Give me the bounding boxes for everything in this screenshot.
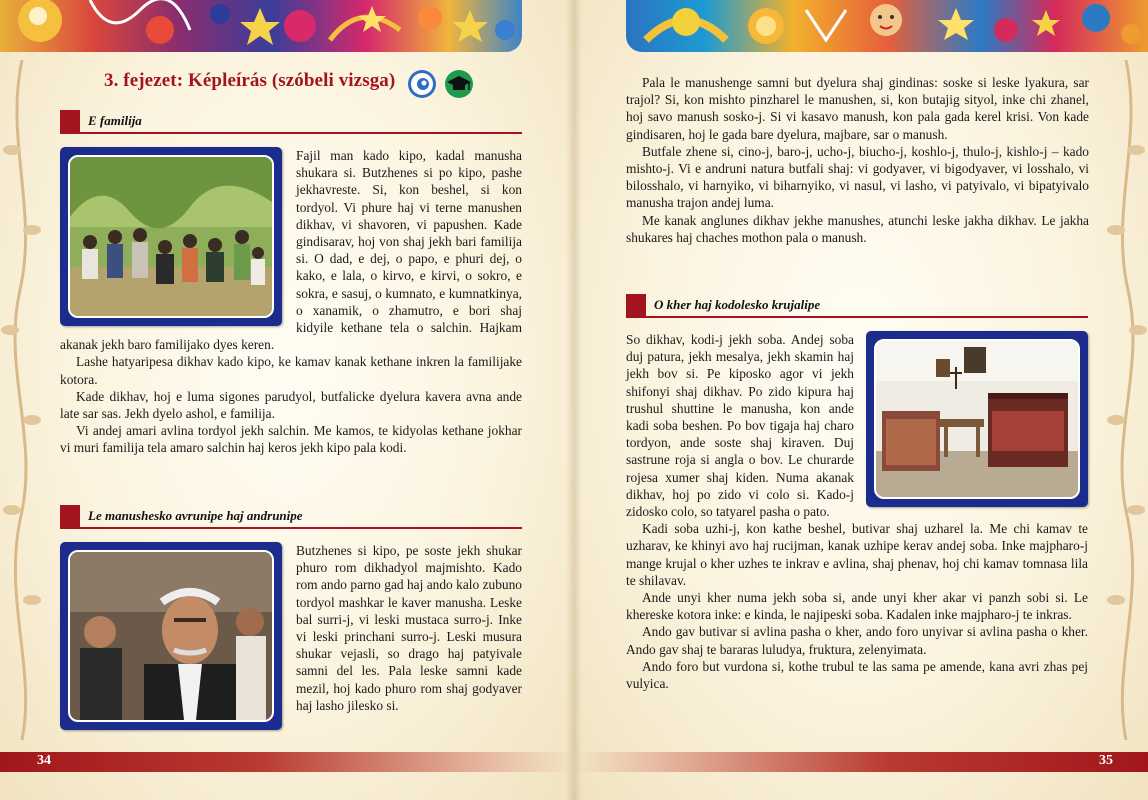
page-footer-bar (0, 752, 574, 772)
paragraph: Kadi soba uzhi-j, kon kathe beshel, butivar shaj uzharel la. Me chi kamav te uzharav, ke khinyi avo haj rucijman, kanak uzhipe kerav andej soba. Inke majpharo-j mange krujal o kher uzhes te inkrav e avlina, shaj phenav, hoj chi kamav tomnasa lila te shilavav. (626, 521, 1088, 588)
page-number: 34 (37, 753, 51, 768)
paragraph: Pala le manushenge samni but dyelura shaj gindinas: soske si leske lyakura, sar trajol? Si, kon mishto pinzharel le manushen, si, kon butajig sityol, inke chi zhanel, hoj savo manush sosko-j. Si vi kasavo manush, kon pala gada kerel krisi. Von kade gindisaren, hoj le gada bare dyelura, majbare, sar o manush. (626, 75, 1089, 142)
section-text-manushesko (60, 542, 522, 732)
decorative-vine (0, 60, 46, 740)
paragraph: Butzhenes si kipo, pe soste jekh shukar phuro rom dikhadyol majmishto. Kado rom ando parno gad haj ando kalo zubuno tordyol mashkar le kaver manusha. Leske bal surri-j, vi leski mustaca surro-j. Inke vi leski princhani surro-j. Leski musura shukar vejasli, so drago haj patyivale samni del les. Pala leske samni kade mezil, hoj kado phuro rom shaj godyaver haj lasho jilesko si. (296, 543, 522, 713)
paragraph: Kade dikhav, hoj e luma sigones parudyol, butfalicke dyelura kavera avna ande late sar sas. Jekh dyelo ashol, e familija. (60, 388, 522, 422)
eye-icon (408, 70, 436, 98)
chapter-title: 3. fejezet: Képleírás (szóbeli vizsga) (104, 70, 396, 91)
section-text-kher (626, 331, 1088, 692)
section-heading-label: Le manushesko avrunipe haj andrunipe (88, 508, 303, 523)
room-photo (866, 331, 1088, 507)
section-heading-kher (626, 294, 1088, 318)
page-number: 35 (1099, 753, 1113, 768)
paragraph: Ando foro but vurdona si, kothe trubul te las sama pe amende, kana avri zhas pej vulyica. (626, 658, 1088, 692)
section-heading-familija (60, 110, 522, 134)
family-photo (60, 147, 282, 326)
section-text-familija (60, 147, 522, 457)
right-page (574, 0, 1148, 800)
paragraph: Me kanak anglunes dikhav jekhe manushes, atunchi leske jakha dikhav. Le jakha shukares haj chaches mothon pala o manush. (626, 212, 1089, 245)
decorative-banner (0, 0, 522, 52)
chapter-icons (407, 69, 479, 104)
section-heading-label: E familija (88, 113, 142, 128)
section-heading-label: O kher haj kodolesko krujalipe (654, 297, 821, 312)
paragraph: Butfale zhene si, cino-j, baro-j, ucho-j, biucho-j, koshlo-j, thulo-j, kishlo-j – kado mishto-j. Vi e andruni natura butfali shaj: vi godyaver, vi bigodyaver, vi losshalo, vi bilosshalo, vi harnyiko, vi biharnyiko, vi nasul, vi lasho, vi patyivalo, vi bipatyivalo manusha trajon andej luma. (626, 143, 1089, 211)
paragraph: Vi andej amari avlina tordyol jekh salchin. Me kamos, te kidyolas kethane jokhar vi muri familija tela amaro salchin haj keros jekh kipo pala kodi. (60, 423, 522, 456)
paragraph: Ando gav butivar si avlina pasha o kher, ando foro unyivar si avlina pasha o kher. Ando gav shaj te bararas luludya, fruktura, zelenyimata. (626, 624, 1088, 657)
section-heading-manushesko (60, 505, 522, 529)
decorative-banner (626, 0, 1148, 52)
old-man-photo (60, 542, 282, 730)
paragraph: Fajil man kado kipo, kadal manusha shukara si. Butzhenes si po kipo, pashe jekhavreste. Si, kon beshel, si kon tordyol. Vi phure haj vi terne manushen dikhav, vi shavoren, vi papushen. Kade gindisarav, hoj von shaj jekh bari familija si. O dad, e dej, o papo, e phuri dej, o kako, e lala, o kirvo, e kirvi, o sokro, e sokra, e sasuj, o kumnato, e kumnatkinya, o xanamik, o zhamutro, e bori shaj kidyile kethane tela o salchin. Hajkam akanak jekh baro familijako dyes keren. (60, 148, 522, 353)
page-footer-bar (574, 752, 1148, 772)
book-gutter (566, 0, 582, 800)
paragraph: So dikhav, kodi-j jekh soba. Andej soba duj patura, jekh mesalya, jekh skamin haj jekh bov si. Pe kiposko agor vi jekh shifonyi shaj dikhav. Po zido kipura haj trushul shuttine le manusha, kon ande kadi soba beshen. Po bov tigaja haj charo tordyon, ande soste shaj kiraven. Duj sastrune roja si angla o bov. Le churarde rojesa xumer shaj kiden. Numa akanak dikhav, hoj po zido vi colo si. Kado-j zidosko colo, so tatyarel pasha o pato. (626, 332, 854, 520)
paragraph: Lashe hatyaripesa dikhav kado kipo, ke kamav kanak kethane inkren la familijake kotora. (60, 354, 522, 387)
decorative-vine (1102, 60, 1148, 740)
paragraph: Ande unyi kher numa jekh soba si, ande unyi kher akar vi panzh sobi si. Le khereske kotora inke: e kinda, le najipeski soba. Kadalen inke majpharo-j te inkras. (626, 590, 1088, 623)
intro-text (626, 74, 1089, 246)
graduation-cap-icon (445, 70, 473, 98)
